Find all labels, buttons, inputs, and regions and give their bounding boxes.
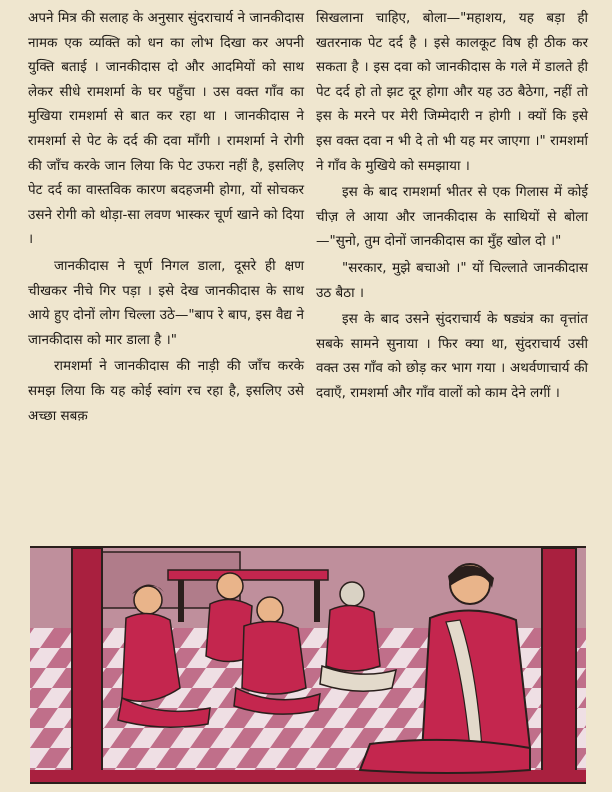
paragraph: "सरकार, मुझे बचाओ ।" यों चिल्लाते जानकीदास उठ बैठा । <box>316 259 588 301</box>
illustration-scene <box>30 548 586 782</box>
table <box>168 570 328 580</box>
story-illustration <box>30 546 586 784</box>
paragraph: सिखलाना चाहिए, बोला—"महाशय, यह बड़ा ही खतरनाक पेट दर्द है । इसे कालकूट विष ही ठीक कर सकता है । इस दवा को जानकीदास के गले में डालते ही पेट दर्द हो तो झट दूर होगा और यह उठ बैठेगा, नहीं तो इस के मरने पर मेरी जिम्मेदारी न होगी । क्यों कि इसे इस वक्त दवा न भी दे तो भी यह मर जाएगा ।" रामशर्मा ने गाँव के मुखिये को समझाया । <box>316 10 588 174</box>
paragraph: इस के बाद रामशर्मा भीतर से एक गिलास में कोई चीज़ ले आया और जानकीदास के साथियों से बोला—"सुनो, तुम दोनों जानकीदास का मुँह खोल दो ।" <box>316 184 588 250</box>
paragraph: जानकीदास ने चूर्ण निगल डाला, दूसरे ही क्षण चीखकर नीचे गिर पड़ा । इसे देख जानकीदास के साथ आये हुए दोनों लोग चिल्ला उठे—"बाप रे बाप, इस वैद्य ने जानकीदास को मार डाला है ।" <box>28 257 304 348</box>
text-column-left <box>28 6 304 430</box>
pillar-left <box>72 548 102 782</box>
paragraph: इस के बाद उसने सुंदराचार्य के षड्यंत्र का वृत्तांत सबके सामने सुनाया । फिर क्या था, सुंदराचार्य उसी वक्त उस गाँव को छोड़ कर भाग गया । अथर्वणाचार्य की दवाएँ, रामशर्मा और गाँव वालों को काम देने लगीं । <box>316 311 588 401</box>
paragraph: रामशर्मा ने जानकीदास की नाड़ी की जाँच करके समझ लिया कि यह कोई स्वांग रच रहा है, इसलिए उसे अच्छा सबक़ <box>28 358 304 424</box>
pillar-right <box>542 548 576 782</box>
text-column-right <box>316 6 588 408</box>
paragraph: अपने मित्र की सलाह के अनुसार सुंदराचार्य ने जानकीदास नामक एक व्यक्ति को धन का लोभ दिखा कर अपनी युक्ति बताई । जानकीदास दो और आदमियों को साथ लेकर सीधे रामशर्मा के घर पहुँचा । उस वक्त गाँव का मुखिया रामशर्मा से बात कर रहा था । जानकीदास ने रामशर्मा से पेट के दर्द की दवा माँगी । रामशर्मा ने रोगी की जाँच करके जान लिया कि पेट उफरा नहीं है, इसलिए पेट दर्द का वास्तविक कारण बदहजमी होगा, यों सोचकर उसने रोगी को थोड़ा-सा लवण भास्कर चूर्ण खाने को दिया । <box>28 10 304 248</box>
